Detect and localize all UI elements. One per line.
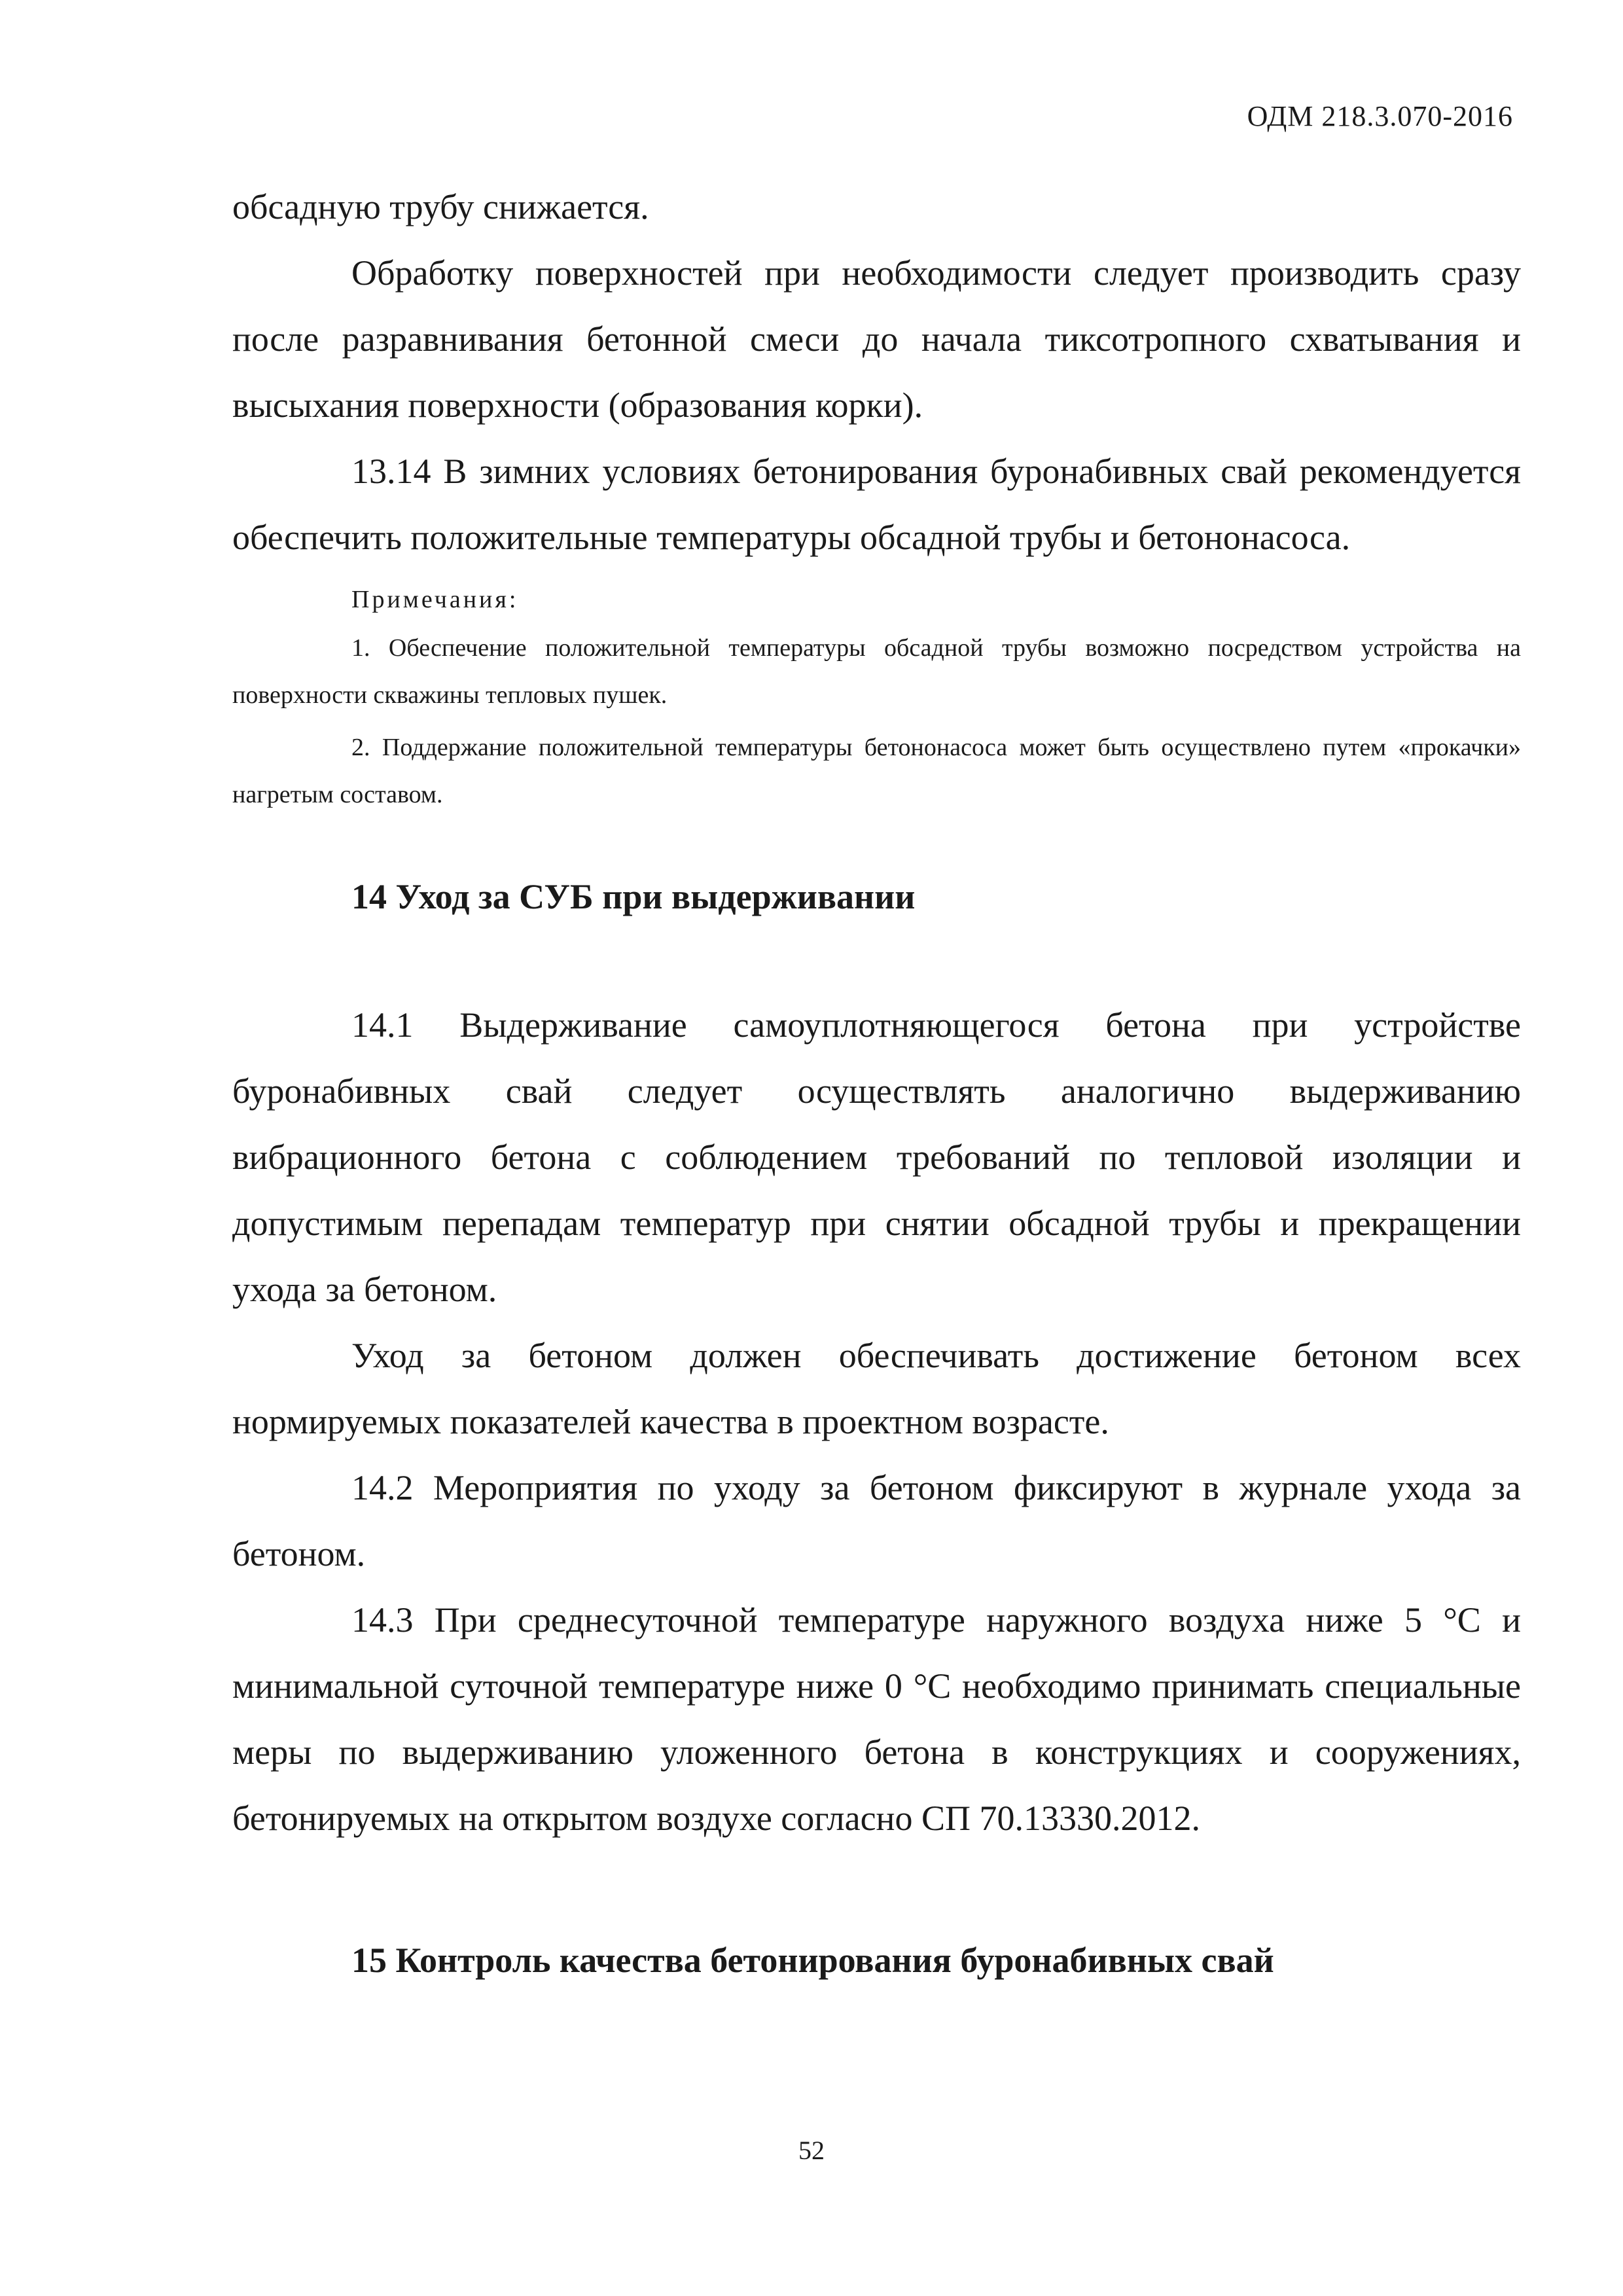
page-content [232, 174, 1521, 1984]
paragraph-14-2: 14.2 Мероприятия по уходу за бетоном фиксируют в журнале ухода за бетоном. [232, 1468, 1521, 1573]
page-number: 52 [798, 2136, 825, 2165]
document-code: ОДМ 218.3.070-2016 [1247, 100, 1513, 132]
paragraph-13-14: 13.14 В зимних условиях бетонирования буронабивных свай рекомендуется обеспечить положительные температуры обсадной трубы и бетононасоса. [232, 452, 1521, 557]
paragraph-14-3: 14.3 При среднесуточной температуре наружного воздуха ниже 5 °С и минимальной суточной температуре ниже 0 °С необходимо принимать специальные меры по выдерживанию уложенного бетона в конструкциях и сооружениях, бетонируемых на открытом воздухе согласно СП 70.13330.2012. [232, 1600, 1521, 1838]
note-item-2: 2. Поддержание положительной температуры бетононасоса может быть осуществлено путем «прокачки» нагретым составом. [232, 734, 1521, 808]
notes-block [232, 580, 1521, 818]
paragraph-surface-treatment: Обработку поверхностей при необходимости следует производить сразу после разравнивания бетонной смеси до начала тиксотропного схватывания и высыхания поверхности (образования корки). [232, 253, 1521, 425]
note-item-1: 1. Обеспечение положительной температуры обсадной трубы возможно посредством устройства на поверхности скважины тепловых пушек. [232, 634, 1521, 709]
paragraph-14-1-care: Уход за бетоном должен обеспечивать достижение бетоном всех нормируемых показателей качества в проектном возрасте. [232, 1336, 1521, 1441]
section-15-heading: 15 Контроль качества бетонирования буронабивных свай [351, 1941, 1274, 1980]
paragraph-14-1: 14.1 Выдерживание самоуплотняющегося бетона при устройстве буронабивных свай следует осуществлять аналогично выдерживанию вибрационного бетона с соблюдением требований по тепловой изоляции и допустимым перепадам температур при снятии обсадной трубы и прекращении ухода за бетоном. [232, 1005, 1521, 1309]
paragraph-continuation: обсадную трубу снижается. [232, 187, 649, 226]
notes-title: Примечания: [351, 586, 519, 613]
section-14-heading: 14 Уход за СУБ при выдерживании [351, 877, 916, 916]
